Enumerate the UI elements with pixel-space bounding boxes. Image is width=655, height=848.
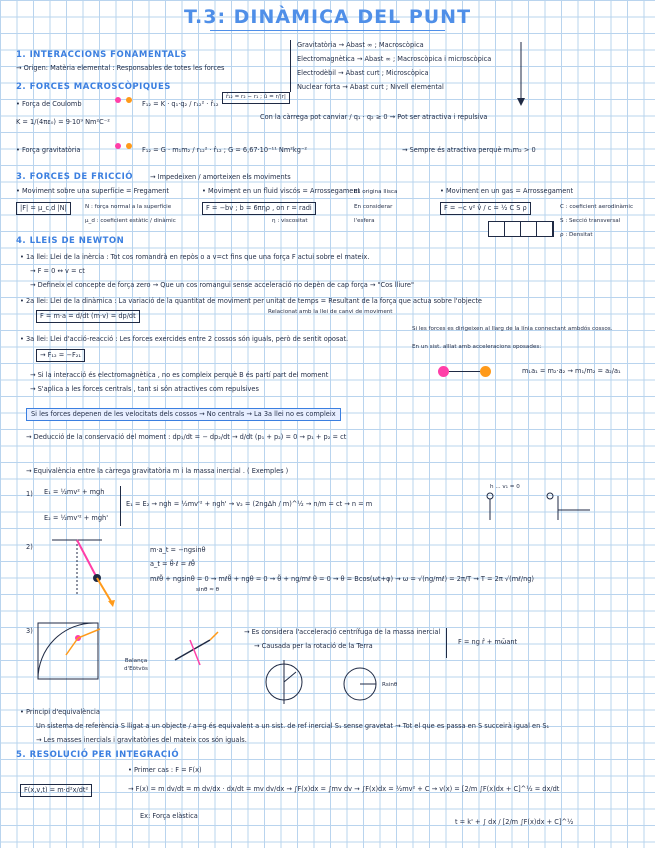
example-1-number: 1) [26,490,33,498]
coulomb-note: Con la càrrega pot canviar / q₁ · q₂ ≥ 0 → Pot ser atractiva i repulsiva [260,113,488,121]
earth-quadrant-diagram [38,623,118,683]
example-1-brace [120,486,121,526]
newton-second-note: Relacionat amb la llei de canvi de moviment [268,309,393,315]
heading-resolucio-integracio: 5. RESOLUCIÓ PER INTEGRACIÓ [16,750,180,760]
page-title: T.3: DINÀMICA DEL PUNT [183,6,472,28]
force-item-electrodebil: Electrodèbil → Abast curt ; Microscòpica [297,69,429,77]
pendulum-eq-c: mℓθ̈ + ngsinθ = 0 → mℓθ̈ + ngθ = 0 → θ̈ + ng/mℓ θ = 0 → θ = Bcos(ωt+φ) → ω = √(ng/mℓ) = 2π/T → T = 2π √(mℓ/ng) [150,575,535,583]
friction-intro: → Impedeixen / amorteixen els moviments [150,173,291,181]
elastic-force-example: Ex: Força elàstica [140,812,198,820]
newton-third-eq: → F₁₂ = −F₂₁ [36,349,85,362]
equivalence-principle-text-1: Un sistema de referència S lligat a un objecte / a=g és equivalent a un sist. de ref inercial S₁ sense gravetat → Tot el que es passa en S succeirà igual en S₁ [36,722,550,730]
non-central-forces-highlight: Si les forces depenen de les velocitats dels cossos → No centrals → La 3a llei no es compleix [26,408,341,421]
newton-second-eq: F = m·a = d/dt (m·v) = dp/dt [36,310,140,323]
newton-first-note: → Defineix el concepte de força zero → Que un cos romangui sense acceleració no depèn de cap força → "Cos lliure" [30,281,414,289]
arrow-down-icon [516,42,526,112]
mass-m1-icon [115,143,121,149]
rsin-label: Rsinθ [382,682,398,688]
body-m2-icon [480,366,491,377]
heading-interaccions: 1. INTERACCIONS FONAMENTALS [16,50,188,60]
equivalence-principle-text-2: → Les masses inercials i gravitatòries del mateix cos són iguals. [36,736,247,744]
friction-fluid-viscosity: η : viscositat [272,218,308,224]
charge-q2-icon [126,97,132,103]
newton-third-law: • 3a llei: Llei d'acció-reacció : Les forces exercides entre 2 cossos són iguals, però de sentit oposat. [20,335,349,343]
small-angle-note: sinθ ≈ θ [196,587,220,593]
mass-acceleration-eq: m₁a₁ = m₂·a₂ → m₁/m₂ = a₂/a₁ [522,367,621,375]
friction-gas-c: C : coeficient aerodinàmic [560,204,634,210]
heading-forces-macro: 2. FORCES MACROSCÒPIQUES [16,82,171,92]
example-1-e2: E₂ = ½mv'² + mgh' [44,514,109,522]
heading-forces-friccio: 3. FORCES DE FRICCIÓ [16,172,134,182]
friction-gas-s: S : Secció transversal [560,218,621,224]
friction-gas-rho: ρ : Densitat [560,232,593,238]
centrifugal-note-2: → Causada per la rotació de la Terra [254,642,373,650]
rotation-circles-diagram [262,660,402,704]
momentum-conservation: → Deducció de la conservació del moment : dp₁/dt = − dp₂/dt → d/dt (p₁ + p₂) = 0 → p₁ + p₂ = ct [26,433,347,441]
integration-base-equation: F(x,v,t) = m·d²x/dt² [20,784,92,797]
example-3-divider [446,628,447,658]
friction-mu-def: μ_d : coeficient estàtic / dinàmic [85,218,176,224]
pendulum-diagram [52,538,142,608]
newton-first-eq: → F = 0 ↔ v = ct [30,267,85,275]
newton-second-law: • 2a llei: Llei de la dinàmica : La variació de la quantitat de moviment per unitat de temps = Resultant de la força que actua sobre l'objecte [20,297,482,305]
integration-chain: → F(x) = m dv/dt = m dv/dx · dx/dt = mv dv/dx → ∫F(x)dx = ∫mv dv → ∫F(x)dx = ½mv² + C → v(x) = [2/m ∫F(x)dx + C]^½ = dx/dt [128,785,560,793]
friction-surface-title: • Moviment sobre una superfície = Fregament [16,187,170,195]
origin-text: → Origen: Matèria elemental : Responsables de totes les forces [16,64,225,72]
newton-third-side-note: Si les forces es dirigeixen al llarg de la línia connectant ambdós cossos. [412,326,613,332]
gravitational-note: → Sempre és atractiva perquè m₁m₂ > 0 [402,146,536,154]
pendulum-eq-b: a_t = θ̈·ℓ = ℓθ̈ [150,560,195,568]
friction-fluid-note-b: l'esfera [354,218,375,224]
r-definition-box: r̂₁₂ = r₂ − r₁ ; û = r/|r| [222,92,290,104]
friction-gas-title: • Moviment en un gas = Arrossegament [440,187,574,195]
friction-gas-equation: F = −c v² v̂ / c = ½ C S ρ [440,202,531,215]
force-item-gravitatoria: Gravitatòria → Abast ∞ ; Macroscòpica [297,41,424,49]
k-equation: K = 1/(4πε₀) = 9·10⁹ Nm²C⁻² [16,118,110,126]
gravitational-label: • Força gravitatòria [16,146,81,154]
example-1-height-label: h ... v₁ = 0 [490,484,520,490]
balance-diagram [170,630,220,670]
friction-fluid-note-a: En considerar [354,204,393,210]
friction-normal-def: N : força normal a la superfície [85,204,172,210]
friction-fluid-equation: F = −bv ; b = 6πηρ , on r = radi [202,202,316,215]
friction-surface-equation: |F| = μ_c,d |N| [16,202,71,215]
example-1-drop-diagram [480,490,600,530]
newton-third-note-2: → S'aplica a les forces centrals , tant si són atractives com repulsives [30,385,259,393]
connecting-line [449,371,480,372]
units-table [488,221,554,237]
newton-third-note-1: → Si la interacció és electromagnètica , no es compleix perquè B és partí part del moment [30,371,329,379]
force-item-nuclear: Nuclear forta → Abast curt ; Nivell elemental [297,83,444,91]
forces-brace [290,40,291,92]
equivalence-principle-title: • Principi d'equivalència [20,708,100,716]
heading-lleis-newton: 4. LLEIS DE NEWTON [16,236,125,246]
example-1-equation: E₁ = E₂ → ngh = ½mv'² + ngh' → v₂ = (2ngΔh / m)^½ → n/m = ct → n = m [126,500,373,508]
coulomb-equation: F₁₂ = K · q₁·q₂ / r₁₂² · r̂₁₂ [142,100,219,108]
mass-equivalence: → Equivalència entre la càrrega gravitatòria m i la massa inercial . ( Exemples ) [26,467,289,475]
mass-m2-icon [126,143,132,149]
eotvos-balance-label: Balança d'Eötvös [124,658,148,672]
pendulum-eq-a: m·a_t = −ngsinθ [150,546,206,554]
friction-fluid-label: Es origina llisca [354,189,398,195]
friction-fluid-title: • Moviment en un fluid viscós = Arrossegament [202,187,361,195]
first-case-label: • Primer cas : F = F(x) [128,766,202,774]
newton-first-law: • 1a llei: Llei de la inèrcia : Tot cos romandrà en repòs o a v=ct fins que una força F actui sobre el mateix. [20,253,370,261]
charge-q1-icon [115,97,121,103]
body-m1-icon [438,366,449,377]
example-3-equation: F = ng r̂ + mω̄ant [458,638,518,646]
time-integral-equation: t = k' + ∫ dx / [2/m ∫F(x)dx + C]^½ [455,818,574,826]
force-item-electromagnetica: Electromagnètica → Abast ∞ ; Macroscòpica i microscòpica [297,55,492,63]
example-2-number: 2) [26,543,33,551]
title-underline [210,30,445,31]
newton-third-isolated: En un sist. aïllat amb acceleracions oposades: [412,344,542,350]
example-1-e1: E₁ = ½mv² + mgh [44,488,105,496]
example-3-number: 3) [26,627,33,635]
coulomb-label: • Força de Coulomb [16,100,82,108]
centrifugal-note-1: → Es considera l'acceleració centrífuga de la massa inercial [244,628,441,636]
gravitational-equation: F₁₂ = G · m₁m₂ / r₁₂² · r̂₁₂ ; G = 6,67·10⁻¹¹ Nm²kg⁻² [142,146,308,154]
